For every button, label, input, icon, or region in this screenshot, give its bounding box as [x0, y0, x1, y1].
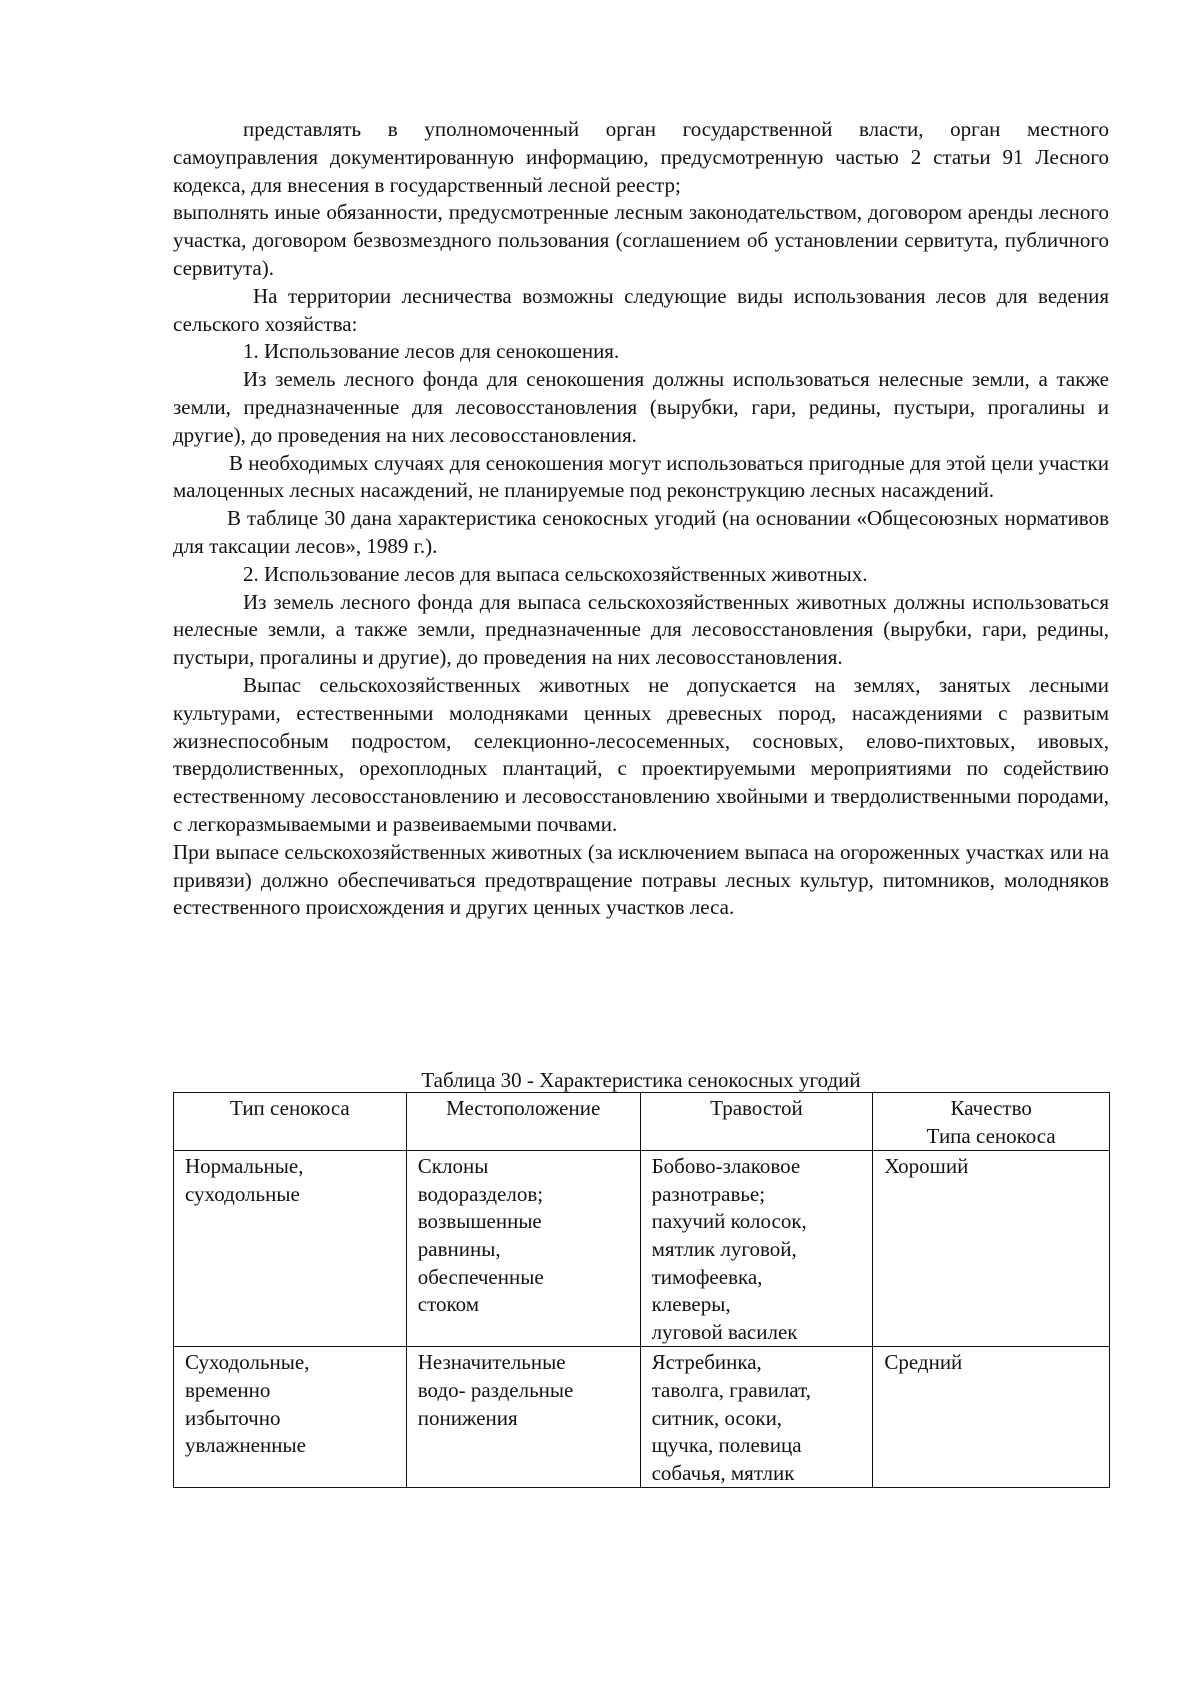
paragraph: На территории лесничества возможны следующие виды использования лесов для ведения сельского хозяйства:	[173, 283, 1109, 336]
paragraph: В необходимых случаях для сенокошения могут использоваться пригодные для этой цели участки малоценных лесных насаждений, не планируемые под реконструкцию лесных насаждений.	[173, 450, 1109, 503]
paragraph: Из земель лесного фонда для сенокошения должны использоваться нелесные земли, а также земли, предназначенные для лесовосстановления (вырубки, гари, редины, пустыри, прогалины и другие), до проведения на них лесовосстановления.	[173, 367, 1109, 447]
paragraph: 2. Использование лесов для выпаса сельскохозяйственных животных.	[243, 561, 868, 586]
hay-land-table	[173, 1092, 1110, 1488]
paragraph: При выпасе сельскохозяйственных животных (за исключением выпаса на огороженных участках или на привязи) должно обеспечиваться предотвращение потравы лесных культур, питомников, молодняков естественного происхождения и других ценных участков леса.	[173, 839, 1109, 920]
body-text	[173, 116, 1109, 922]
table-row	[174, 1347, 1110, 1488]
paragraph: Из земель лесного фонда для выпаса сельскохозяйственных животных должны использоваться нелесные земли, а также земли, предназначенные для лесовосстановления (вырубки, гари, редины, пустыри, прогалины и другие), до проведения на них лесовосстановления.	[173, 589, 1109, 670]
table-cell: Хороший	[873, 1151, 1110, 1347]
table-cell: Склоны водоразделов; возвышенные равнины, обеспеченные стоком	[406, 1151, 640, 1347]
table-row	[174, 1151, 1110, 1347]
table-cell: Нормальные, суходольные	[174, 1151, 407, 1347]
paragraph: 1. Использование лесов для сенокошения.	[243, 339, 620, 364]
paragraph: выполнять иные обязанности, предусмотренные лесным законодательством, договором аренды лесного участка, договором безвозмездного пользования (соглашением об установлении сервитута, публичного сервитута).	[173, 200, 1109, 280]
table-cell: Средний	[873, 1347, 1110, 1488]
table-title: Таблица 30 - Характеристика сенокосных угодий	[421, 1068, 861, 1092]
table-cell: Незначительные водо- раздельные понижения	[406, 1347, 640, 1488]
table-cell: Ястребинка, таволга, гравилат, ситник, осоки, щучка, полевица собачья, мятлик	[640, 1347, 873, 1488]
paragraph: представлять в уполномоченный орган государственной власти, орган местного самоуправления документированную информацию, предусмотренную частью 2 статьи 91 Лесного кодекса, для внесения в государственный лесной реестр;	[173, 117, 1109, 197]
column-header: Местоположение	[406, 1093, 640, 1151]
column-header: Травостой	[640, 1093, 873, 1151]
table-header-row	[174, 1093, 1110, 1151]
column-header: Тип сенокоса	[174, 1093, 407, 1151]
column-header: Качество Типа сенокоса	[873, 1093, 1110, 1151]
table-cell: Суходольные, временно избыточно увлажненные	[174, 1347, 407, 1488]
paragraph: Выпас сельскохозяйственных животных не допускается на землях, занятых лесными культурами, естественными молодняками ценных древесных пород, насаждениями с развитым жизнеспособным подростом, селекционно-лесосеменных, сосновых, елово-пихтовых, ивовых, твердолиственных, орехоплодных плантаций, с проектируемыми мероприятиями по содействию естественному лесовосстановлению и лесовосстановлению хвойными и твердолиственными породами, с легкоразмываемыми и развеиваемыми почвами.	[173, 672, 1109, 836]
table-cell: Бобово-злаковое разнотравье; пахучий колосок, мятлик луговой, тимофеевка, клеверы, луговой василек	[640, 1151, 873, 1347]
paragraph: В таблице 30 дана характеристика сенокосных угодий (на основании «Общесоюзных нормативов для таксации лесов», 1989 г.).	[173, 506, 1109, 558]
